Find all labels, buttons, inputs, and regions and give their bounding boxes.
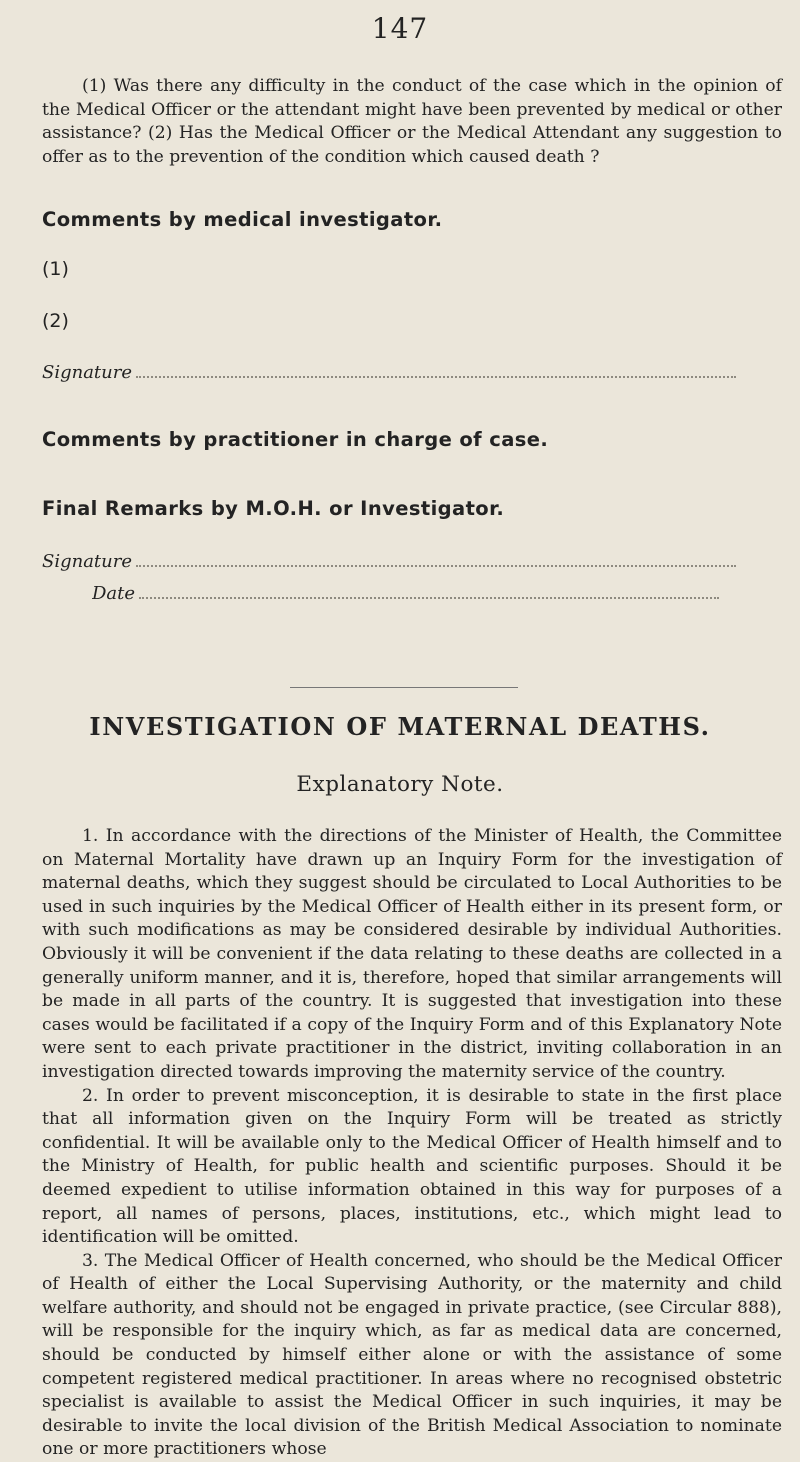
explanatory-note-body [42, 825, 782, 1462]
section-title: INVESTIGATION OF MATERNAL DEATHS. [89, 712, 711, 741]
investigator-signature-line [42, 362, 742, 383]
final-date-line [92, 583, 742, 604]
investigator-comments-heading: Comments by medical investigator. [42, 208, 443, 231]
final-remarks-heading: Final Remarks by M.O.H. or Investigator. [42, 497, 505, 520]
section-divider [290, 687, 518, 688]
page-number: 147 [371, 12, 429, 45]
final-signature-line [42, 551, 742, 572]
intro-question: (1) Was there any difficulty in the conduct of the case which in the opinion of the Medical Officer or the attendant might have been prevented by medical or other assistance? (2) Has the Medical Officer or the Medical Attendant any suggestion to offer as to the prevention of the condition which caused death ? [42, 76, 782, 167]
signature-dotted-line [136, 374, 736, 378]
investigator-item-2: (2) [42, 310, 69, 332]
signature-label: Signature [42, 362, 133, 383]
final-signature-dotted-line [136, 563, 736, 567]
paragraph-2: 2. In order to prevent misconception, it is desirable to state in the first place that all information given on the Inquiry Form will be treated as strictly confidential. It will be available only to the Medical Officer of Health himself and to the Ministry of Health, for public health and scientific purposes. Should it be deemed expedient to utilise information obtained in this way for purposes of a report, all names of persons, places, institutions, etc., which might lead to identification will be omitted. [42, 1085, 782, 1248]
section-subtitle: Explanatory Note. [296, 772, 504, 797]
final-date-label: Date [92, 583, 136, 604]
date-dotted-line [139, 595, 719, 599]
practitioner-comments-heading: Comments by practitioner in charge of case. [42, 428, 549, 451]
paragraph-3: 3. The Medical Officer of Health concerned, who should be the Medical Officer of Health of either the Local Supervising Authority, or the maternity and child welfare authority, and should not be engaged in private practice, (see Circular 888), will be responsible for the inquiry which, as far as medical data are concerned, should be conducted by himself either alone or with the assistance of some competent registered medical practitioner. In areas where no recognised obstetric specialist is available to assist the Medical Officer in such inquiries, it may be desirable to invite the local division of the British Medical Association to nominate one or more practitioners whose [42, 1250, 782, 1460]
final-signature-label: Signature [42, 551, 133, 572]
paragraph-1: 1. In accordance with the directions of the Minister of Health, the Committee on Maternal Mortality have drawn up an Inquiry Form for the investigation of maternal deaths, which they suggest should be circulated to Local Authorities to be used in such inquiries by the Medical Officer of Health either in its present form, or with such modifications as may be considered desirable by individual Authorities. Obviously it will be convenient if the data relating to these deaths are collected in a generally uniform manner, and it is, therefore, hoped that similar arrangements will be made in all parts of the country. It is suggested that investigation into these cases would be facilitated if a copy of the Inquiry Form and of this Explanatory Note were sent to each private practitioner in the district, inviting collaboration in an investigation directed towards improving the maternity service of the country. [42, 826, 782, 1082]
investigator-item-1: (1) [42, 258, 69, 280]
